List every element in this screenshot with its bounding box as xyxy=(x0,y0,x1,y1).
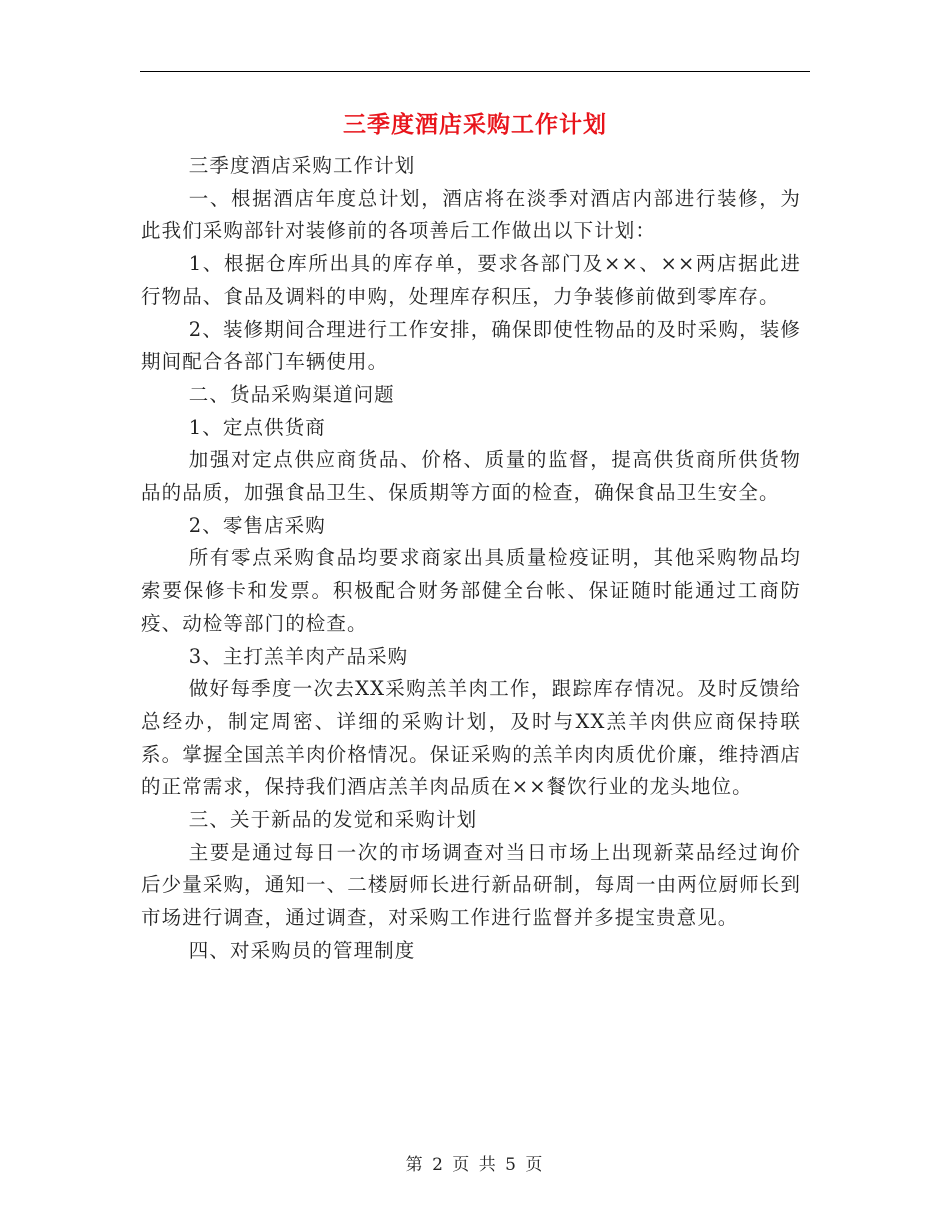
section-heading: 二、货品采购渠道问题 xyxy=(188,382,395,406)
subsection-heading: 2、零售店采购 xyxy=(188,513,326,537)
document-body xyxy=(141,150,801,968)
paragraph: 做好每季度一次去XX采购羔羊肉工作，跟踪库存情况。及时反馈给总经办，制定周密、详细的采购计划，及时与XX羔羊肉供应商保持联系。掌握全国羔羊肉价格情况。保证采购的羔羊肉肉质优价廉，维持酒店的正常需求，保持我们酒店羔羊肉品质在××餐饮行业的龙头地位。 xyxy=(141,677,801,799)
paragraph: 2、装修期间合理进行工作安排，确保即使性物品的及时采购，装修期间配合各部门车辆使用。 xyxy=(141,317,801,374)
subsection-heading: 1、定点供货商 xyxy=(188,415,326,439)
section-heading: 四、对采购员的管理制度 xyxy=(188,938,416,962)
subsection-heading: 3、主打羔羊肉产品采购 xyxy=(188,644,409,668)
paragraph: 三季度酒店采购工作计划 xyxy=(188,154,416,177)
paragraph: 主要是通过每日一次的市场调查对当日市场上出现新菜品经过询价后少量采购，通知一、二楼厨师长进行新品研制，每周一由两位厨师长到市场进行调查，通过调查，对采购工作进行监督并多提宝贵意见。 xyxy=(141,840,801,930)
page-number-footer: 第 2 页 共 5 页 xyxy=(405,1155,545,1175)
section-heading: 三、关于新品的发觉和采购计划 xyxy=(188,808,478,832)
document-title: 三季度酒店采购工作计划 xyxy=(343,111,607,138)
paragraph: 一、根据酒店年度总计划，酒店将在淡季对酒店内部进行装修，为此我们采购部针对装修前的各项善后工作做出以下计划： xyxy=(141,186,801,243)
paragraph: 1、根据仓库所出具的库存单，要求各部门及××、××两店据此进行物品、食品及调料的申购，处理库存积压，力争装修前做到零库存。 xyxy=(141,252,801,308)
header-rule xyxy=(140,71,810,72)
paragraph: 加强对定点供应商货品、价格、质量的监督，提高供货商所供货物品的品质，加强食品卫生、保质期等方面的检查，确保食品卫生安全。 xyxy=(141,448,801,505)
paragraph: 所有零点采购食品均要求商家出具质量检疫证明，其他采购物品均索要保修卡和发票。积极配合财务部健全台帐、保证随时能通过工商防疫、动检等部门的检查。 xyxy=(141,546,801,635)
